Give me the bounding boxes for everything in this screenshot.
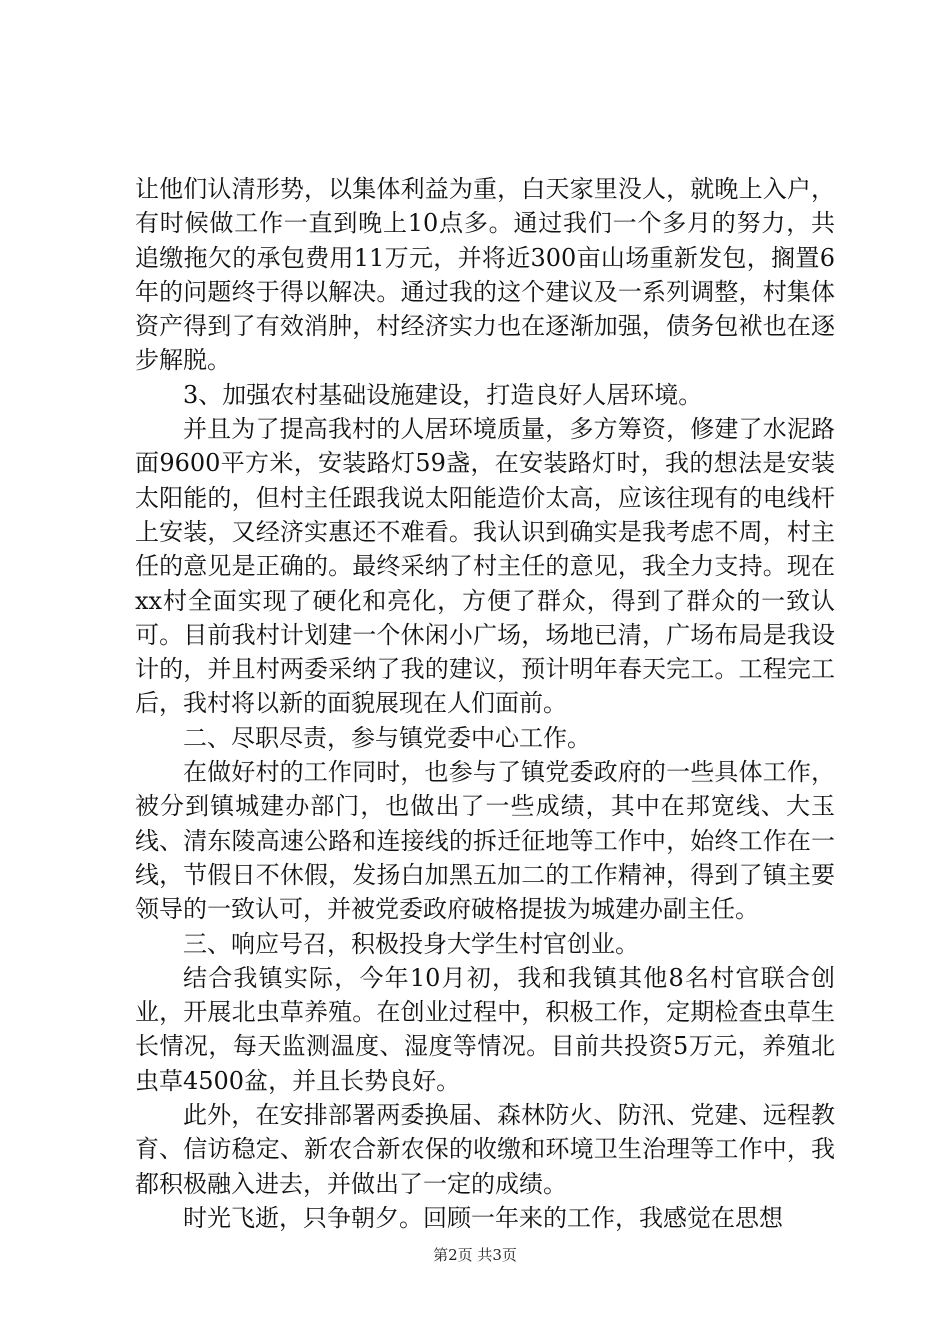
- paragraph: 在做好村的工作同时，也参与了镇党委政府的一些具体工作，被分到镇城建办部门，也做出了一些成绩，其中在邦宽线、大玉线、清东陵高速公路和连接线的拆迁征地等工作中，始终工作在一线，节假日不休假，发扬白加黑五加二的工作精神，得到了镇主要领导的一致认可，并被党委政府破格提拔为城建办副主任。: [135, 758, 835, 924]
- page-footer: 第2页 共3页: [433, 1246, 517, 1264]
- section-heading-entrepreneurship: 三、响应号召，积极投身大学生村官创业。: [183, 929, 639, 958]
- paragraph: 让他们认清形势，以集体利益为重，白天家里没人，就晚上入户，有时候做工作一直到晚上10点多。通过我们一个多月的努力，共追缴拖欠的承包费用11万元，并将近300亩山场重新发包，搁置6年的问题终于得以解决。通过我的这个建议及一系列调整，村集体资产得到了有效消肿，村经济实力也在逐渐加强，债务包袱也在逐步解脱。: [135, 175, 835, 375]
- paragraph: 结合我镇实际，今年10月初，我和我镇其他8名村官联合创业，开展北虫草养殖。在创业过程中，积极工作，定期检查虫草生长情况，每天监测温度、湿度等情况。目前共投资5万元，养殖北虫草4500盆，并且长势良好。: [135, 963, 835, 1095]
- section-heading-town-work: 二、尽职尽责，参与镇党委中心工作。: [183, 723, 591, 752]
- paragraph: 此外，在安排部署两委换届、森林防火、防汛、党建、远程教育、信访稳定、新农合新农保的收缴和环境卫生治理等工作中，我都积极融入进去，并做出了一定的成绩。: [135, 1101, 835, 1198]
- document-body: [135, 172, 835, 1235]
- paragraph: 时光飞逝，只争朝夕。回顾一年来的工作，我感觉在思想: [183, 1203, 783, 1232]
- list-heading-infrastructure: 3、加强农村基础设施建设，打造良好人居环境。: [183, 380, 703, 409]
- paragraph: 并且为了提高我村的人居环境质量，多方筹资，修建了水泥路面9600平方米，安装路灯59盏，在安装路灯时，我的想法是安装太阳能的，但村主任跟我说太阳能造价太高，应该往现有的电线杆上安装，又经济实惠还不难看。我认识到确实是我考虑不周，村主任的意见是正确的。最终采纳了村主任的意见，我全力支持。现在xx村全面实现了硬化和亮化，方便了群众，得到了群众的一致认可。目前我村计划建一个休闲小广场，场地已清，广场布局是我设计的，并且村两委采纳了我的建议，预计明年春天完工。工程完工后，我村将以新的面貌展现在人们面前。: [135, 415, 835, 718]
